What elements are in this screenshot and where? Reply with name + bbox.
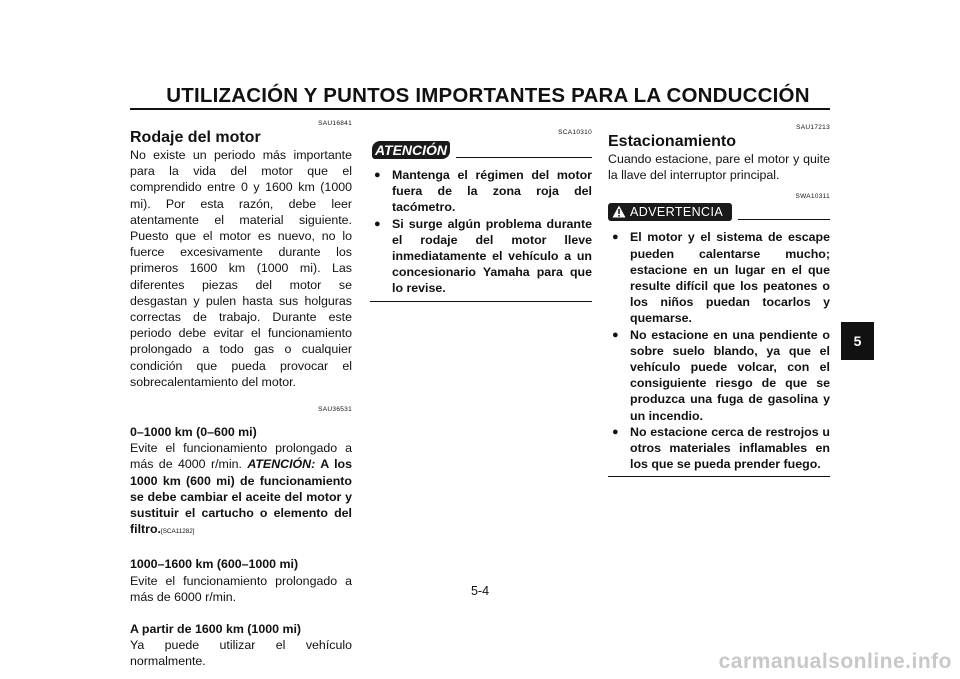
atencion-rule <box>456 157 592 158</box>
column-atencion <box>370 120 592 302</box>
parking-paragraph: Cuando estacione, pare el motor y quite la llave del interruptor principal. <box>608 152 830 183</box>
atencion-header <box>370 141 592 161</box>
column-break-in <box>130 120 352 670</box>
subheading-1000-1600: 1000–1600 km (600–1000 mi) <box>130 557 299 572</box>
atencion-inline-text: A los 1000 km (600 mi) de funcionamiento se debe cambiar el aceite del motor y sustituir el cartucho o elemento del filtro. <box>130 457 352 537</box>
inline-reference-code: [SCA11282] <box>160 528 195 536</box>
paragraph-0-1000-text: Evite el funcionamiento prolongado a más de 4000 r/min. <box>130 441 352 472</box>
column-parking <box>608 120 830 477</box>
bullet-icon: ● <box>612 231 619 244</box>
page-number: 5-4 <box>470 584 490 598</box>
list-item: ● No estacione en una pendiente o sobre suelo blando, ya que el vehículo puede volcar, con el consiguiente riesgo de que se produzca una fuga de gasolina y un incendio. <box>612 327 830 423</box>
advertencia-list <box>608 229 830 472</box>
atencion-label: ATENCIÓN <box>372 141 450 159</box>
advertencia-label: ADVERTENCIA <box>630 205 724 220</box>
section-heading-estacionamiento: Estacionamiento <box>608 133 737 150</box>
page-header-title: UTILIZACIÓN Y PUNTOS IMPORTANTES PARA LA CONDUCCIÓN <box>166 84 810 107</box>
advertencia-rule <box>738 219 830 220</box>
intro-paragraph: No existe un periodo más importante para la vida del motor que el comprendido entre 0 y 1600 km (1000 mi). Por esta razón, debe leer atentamente el material siguiente. Puesto que el motor es nuevo, no lo fuerce excesivamente durante los primeros 1600 km (1000 mi). Las diferentes piezas del motor se desgastan y pulen hasta sus holguras correctas de trabajo. Durante este periodo debe evitar el funcionamiento prolongado a todo gas o cualquier condición que pueda provocar el sobrecalentamiento del motor. <box>130 148 352 389</box>
subheading-0-1000: 0–1000 km (0–600 mi) <box>130 425 257 440</box>
subheading-after-1600: A partir de 1600 km (1000 mi) <box>130 622 302 637</box>
advertencia-end-rule <box>608 476 830 477</box>
reference-code: SCA10310 <box>558 129 592 136</box>
advertencia-badge <box>608 203 732 221</box>
atencion-inline-label: ATENCIÓN: <box>247 457 316 472</box>
paragraph-0-1000 <box>130 440 352 540</box>
section-heading-rodaje: Rodaje del motor <box>130 129 261 146</box>
bullet-icon: ● <box>374 169 381 181</box>
atencion-list <box>370 167 592 297</box>
list-item: ● El motor y el sistema de escape pueden calentarse mucho; estacione en un lugar en el que resulte difícil que los peatones o los niños puedan tocarlos y quemarse. <box>612 230 830 326</box>
chapter-tab: 5 <box>841 322 874 360</box>
reference-code: SAU17213 <box>796 124 830 131</box>
paragraph-1000-1600: Evite el funcionamiento prolongado a más de 6000 r/min. <box>130 573 352 604</box>
bullet-icon: ● <box>374 217 381 230</box>
watermark: carmanualsonline.info <box>718 650 952 673</box>
paragraph-after-1600: Ya puede utilizar el vehículo normalmente. <box>130 638 352 669</box>
list-item: ● Si surge algún problema durante el rodaje del motor lleve inmediatamente el vehículo a un concesionario Yamaha para que lo revise. <box>374 216 592 296</box>
header-rule <box>130 108 830 110</box>
atencion-end-rule <box>370 301 592 302</box>
reference-code: SAU16841 <box>318 120 352 127</box>
reference-code: SAU36531 <box>318 406 352 414</box>
list-item: ● Mantenga el régimen del motor fuera de la zona roja del tacómetro. <box>374 168 592 215</box>
advertencia-header <box>608 203 830 223</box>
reference-code: SWA10311 <box>795 193 830 201</box>
warning-triangle-icon <box>612 205 626 218</box>
bullet-icon: ● <box>612 425 619 438</box>
bullet-icon: ● <box>612 328 619 341</box>
list-item: ● No estacione cerca de restrojos u otros materiales inflamables en los que se pueda prender fuego. <box>612 424 830 472</box>
